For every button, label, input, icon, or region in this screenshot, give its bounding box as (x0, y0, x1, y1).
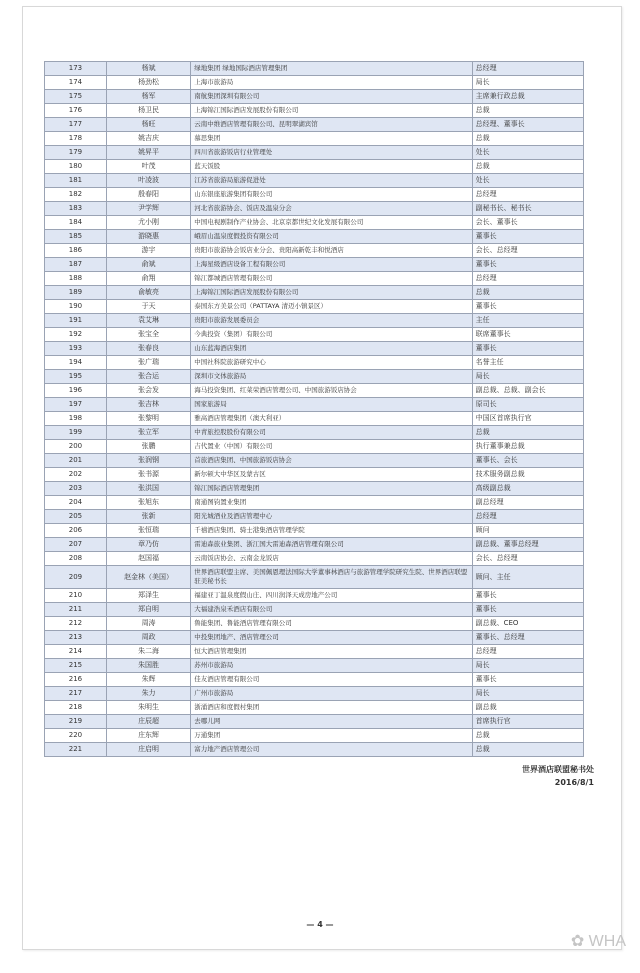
position: 会长、董事长 (472, 216, 583, 230)
organization: 今典投资（集团）有限公司 (191, 328, 472, 342)
table-row (45, 216, 584, 230)
position: 总裁 (472, 286, 583, 300)
position: 总裁 (472, 729, 583, 743)
table-row (45, 118, 584, 132)
person-name: 张鹏 (106, 440, 190, 454)
row-number: 182 (45, 188, 107, 202)
organization: 锦江国际酒店管理集团 (191, 482, 472, 496)
page-number: — 4 — (306, 920, 334, 929)
row-number: 177 (45, 118, 107, 132)
row-number: 217 (45, 687, 107, 701)
row-number: 206 (45, 524, 107, 538)
row-number: 189 (45, 286, 107, 300)
person-name: 叶茂 (106, 160, 190, 174)
row-number: 208 (45, 552, 107, 566)
footer-date: 2016/8/1 (554, 778, 594, 787)
organization: 锦江都城酒店管理有限公司 (191, 272, 472, 286)
organization: 上海锦江国际酒店发展股份有限公司 (191, 104, 472, 118)
position: 总裁 (472, 104, 583, 118)
organization: 国家旅游局 (191, 398, 472, 412)
organization: 云南中维酒店管理有限公司、昆明翠湖宾馆 (191, 118, 472, 132)
position: 处长 (472, 174, 583, 188)
person-name: 姚吉庆 (106, 132, 190, 146)
row-number: 216 (45, 673, 107, 687)
table-row (45, 398, 584, 412)
table-row (45, 454, 584, 468)
person-name: 尤小刚 (106, 216, 190, 230)
table-row (45, 412, 584, 426)
row-number: 205 (45, 510, 107, 524)
table-row (45, 384, 584, 398)
table-row (45, 104, 584, 118)
organization: 南航集团深圳有限公司 (191, 90, 472, 104)
row-number: 174 (45, 76, 107, 90)
table-row (45, 286, 584, 300)
organization: 上海市旅游局 (191, 76, 472, 90)
row-number: 218 (45, 701, 107, 715)
person-name: 张恒瑞 (106, 524, 190, 538)
organization: 泰国东方美景公司（PATTAYA 清迈小镇景区） (191, 300, 472, 314)
person-name: 游宇 (106, 244, 190, 258)
row-number: 199 (45, 426, 107, 440)
organization: 山东银座旅游集团有限公司 (191, 188, 472, 202)
position: 总裁 (472, 426, 583, 440)
row-number: 192 (45, 328, 107, 342)
position: 首席执行官 (472, 715, 583, 729)
position: 主席兼行政总裁 (472, 90, 583, 104)
row-number: 191 (45, 314, 107, 328)
table-row (45, 482, 584, 496)
person-name: 朱国胜 (106, 659, 190, 673)
organization: 江苏省旅游局旅游促进处 (191, 174, 472, 188)
person-name: 于天 (106, 300, 190, 314)
table-row (45, 538, 584, 552)
row-number: 187 (45, 258, 107, 272)
table-row (45, 603, 584, 617)
organization: 阳光城酒业及酒店管理中心 (191, 510, 472, 524)
table-row (45, 617, 584, 631)
table-row (45, 230, 584, 244)
organization: 贵阳市旅游发展委员会 (191, 314, 472, 328)
row-number: 219 (45, 715, 107, 729)
person-name: 赵国福 (106, 552, 190, 566)
table-row (45, 645, 584, 659)
position: 副总裁、董事总经理 (472, 538, 583, 552)
table-row (45, 244, 584, 258)
table-row (45, 342, 584, 356)
table-row (45, 673, 584, 687)
table-row (45, 552, 584, 566)
person-name: 张新 (106, 510, 190, 524)
table-row (45, 687, 584, 701)
person-name: 章乃仿 (106, 538, 190, 552)
person-name: 朱二海 (106, 645, 190, 659)
person-name: 俞翔 (106, 272, 190, 286)
organization: 世界酒店联盟主席、美国佩恩理法国际大学董事林酒店与旅游管理学院研究生院、世界酒店联盟驻美秘书长 (191, 566, 472, 589)
table-row (45, 496, 584, 510)
row-number: 213 (45, 631, 107, 645)
organization: 中国社科院旅游研究中心 (191, 356, 472, 370)
table-row (45, 76, 584, 90)
table-row (45, 426, 584, 440)
position: 董事长、会长 (472, 454, 583, 468)
position: 副总裁、CEO (472, 617, 583, 631)
row-number: 179 (45, 146, 107, 160)
person-name: 杨卫民 (106, 104, 190, 118)
position: 顾问 (472, 524, 583, 538)
organization: 慕思集团 (191, 132, 472, 146)
row-number: 188 (45, 272, 107, 286)
organization: 首旅酒店集团、中国旅游饭店协会 (191, 454, 472, 468)
table-row (45, 174, 584, 188)
organization: 佳友酒店管理有限公司 (191, 673, 472, 687)
person-name: 杨斌 (106, 62, 190, 76)
organization: 广州市旅游局 (191, 687, 472, 701)
organization: 山东蓝海酒店集团 (191, 342, 472, 356)
organization: 绿地集团 绿地国际酒店管理集团 (191, 62, 472, 76)
position: 副总裁、总裁、副会长 (472, 384, 583, 398)
table-row (45, 659, 584, 673)
position: 总经理 (472, 510, 583, 524)
position: 名誉主任 (472, 356, 583, 370)
row-number: 212 (45, 617, 107, 631)
wechat-icon: ✿ (570, 933, 585, 950)
organization: 上海锦江国际酒店发展股份有限公司 (191, 286, 472, 300)
row-number: 173 (45, 62, 107, 76)
table-row (45, 510, 584, 524)
position: 总经理 (472, 645, 583, 659)
organization: 峨眉山温泉度假投资有限公司 (191, 230, 472, 244)
position: 技术服务副总裁 (472, 468, 583, 482)
organization: 贵阳市旅游协会饭店业分会、贵阳高新乾丰和悦酒店 (191, 244, 472, 258)
organization: 雷迪森旅业集团、浙江国大雷迪森酒店管理有限公司 (191, 538, 472, 552)
table-row (45, 589, 584, 603)
table-row (45, 258, 584, 272)
row-number: 196 (45, 384, 107, 398)
organization: 福建亚丁温泉度假山庄、四川润泽天成房地产公司 (191, 589, 472, 603)
position: 董事长 (472, 673, 583, 687)
organization: 南通图钧置业集团 (191, 496, 472, 510)
position: 总经理 (472, 188, 583, 202)
person-name: 张合运 (106, 370, 190, 384)
row-number: 201 (45, 454, 107, 468)
organization: 雅高酒店管理集团（澳大利亚） (191, 412, 472, 426)
row-number: 181 (45, 174, 107, 188)
person-name: 朱辉 (106, 673, 190, 687)
row-number: 203 (45, 482, 107, 496)
watermark-logo: ✿ WHA (570, 933, 626, 950)
organization: 吉代置业（中国）有限公司 (191, 440, 472, 454)
person-name: 张旭东 (106, 496, 190, 510)
organization: 去哪儿网 (191, 715, 472, 729)
table-row (45, 202, 584, 216)
table-row (45, 328, 584, 342)
organization: 浙涌酒店和度假村集团 (191, 701, 472, 715)
organization: 海马投资集团、红菜荣酒店管理公司、中国旅游饭店协会 (191, 384, 472, 398)
table-row (45, 524, 584, 538)
row-number: 204 (45, 496, 107, 510)
position: 会长、总经理 (472, 552, 583, 566)
position: 局长 (472, 659, 583, 673)
position: 副总经理 (472, 496, 583, 510)
table-row (45, 90, 584, 104)
person-name: 周涛 (106, 617, 190, 631)
person-name: 张黎明 (106, 412, 190, 426)
organization: 鲁能集团、鲁能酒店管理有限公司 (191, 617, 472, 631)
person-name: 姚昇平 (106, 146, 190, 160)
position: 顾问、主任 (472, 566, 583, 589)
person-name: 张洪国 (106, 482, 190, 496)
person-name: 杨劲松 (106, 76, 190, 90)
row-number: 175 (45, 90, 107, 104)
person-name: 庄辰超 (106, 715, 190, 729)
row-number: 211 (45, 603, 107, 617)
position: 总裁 (472, 160, 583, 174)
row-number: 184 (45, 216, 107, 230)
person-name: 张润钢 (106, 454, 190, 468)
table-row (45, 300, 584, 314)
row-number: 200 (45, 440, 107, 454)
row-number: 180 (45, 160, 107, 174)
table-row (45, 566, 584, 589)
row-number: 193 (45, 342, 107, 356)
row-number: 183 (45, 202, 107, 216)
table-row (45, 272, 584, 286)
member-table-body (45, 62, 584, 757)
organization: 大福建浩泉禾酒店有限公司 (191, 603, 472, 617)
position: 总裁 (472, 132, 583, 146)
person-name: 张会发 (106, 384, 190, 398)
organization: 四川省旅游饭店行业管理处 (191, 146, 472, 160)
row-number: 214 (45, 645, 107, 659)
organization: 云南饭店协会、云南金龙饭店 (191, 552, 472, 566)
table-row (45, 314, 584, 328)
position: 总经理、董事长 (472, 118, 583, 132)
organization: 恒大酒店管理集团 (191, 645, 472, 659)
row-number: 207 (45, 538, 107, 552)
position: 局长 (472, 76, 583, 90)
position: 董事长 (472, 342, 583, 356)
row-number: 176 (45, 104, 107, 118)
table-row (45, 146, 584, 160)
table-row (45, 370, 584, 384)
table-row (45, 743, 584, 757)
person-name: 张立军 (106, 426, 190, 440)
member-table (44, 61, 584, 757)
position: 联席董事长 (472, 328, 583, 342)
row-number: 194 (45, 356, 107, 370)
person-name: 张吉林 (106, 398, 190, 412)
position: 中国区首席执行官 (472, 412, 583, 426)
position: 局长 (472, 370, 583, 384)
position: 董事长 (472, 589, 583, 603)
row-number: 220 (45, 729, 107, 743)
person-name: 庄启明 (106, 743, 190, 757)
position: 副秘书长、秘书长 (472, 202, 583, 216)
row-number: 186 (45, 244, 107, 258)
row-number: 210 (45, 589, 107, 603)
person-name: 游晓惠 (106, 230, 190, 244)
organization: 新尔顿大中华区及蒙古区 (191, 468, 472, 482)
row-number: 185 (45, 230, 107, 244)
position: 局长 (472, 687, 583, 701)
position: 总经理 (472, 62, 583, 76)
position: 董事长、总经理 (472, 631, 583, 645)
row-number: 190 (45, 300, 107, 314)
row-number: 197 (45, 398, 107, 412)
row-number: 198 (45, 412, 107, 426)
person-name: 袁艾琳 (106, 314, 190, 328)
position: 总经理 (472, 272, 583, 286)
table-row (45, 188, 584, 202)
person-name: 俞斌 (106, 258, 190, 272)
table-row (45, 631, 584, 645)
organization: 蓝天饭股 (191, 160, 472, 174)
position: 董事长 (472, 603, 583, 617)
position: 主任 (472, 314, 583, 328)
position: 原司长 (472, 398, 583, 412)
table-row (45, 132, 584, 146)
person-name: 朱力 (106, 687, 190, 701)
organization: 深圳市文体旅游局 (191, 370, 472, 384)
row-number: 195 (45, 370, 107, 384)
organization: 苏州市旅游局 (191, 659, 472, 673)
organization: 万通集团 (191, 729, 472, 743)
table-row (45, 160, 584, 174)
table-row (45, 62, 584, 76)
person-name: 叶凌波 (106, 174, 190, 188)
organization: 河北省旅游协会、饭店及温泉分会 (191, 202, 472, 216)
position: 高级副总裁 (472, 482, 583, 496)
organization: 中国电视剧制作产业协会、北京京都世纪文化发展有限公司 (191, 216, 472, 230)
position: 董事长 (472, 258, 583, 272)
person-name: 郑泽生 (106, 589, 190, 603)
organization: 中青旅控股股份有限公司 (191, 426, 472, 440)
position: 执行董事兼总裁 (472, 440, 583, 454)
person-name: 赵金林（美国） (106, 566, 190, 589)
person-name: 张书源 (106, 468, 190, 482)
position: 董事长 (472, 230, 583, 244)
table-row (45, 440, 584, 454)
person-name: 张春良 (106, 342, 190, 356)
organization: 千禧酒店集团、骑士港集酒店管理学院 (191, 524, 472, 538)
organization: 上海星级酒店设备工程有限公司 (191, 258, 472, 272)
position: 总裁 (472, 743, 583, 757)
position: 处长 (472, 146, 583, 160)
table-row (45, 468, 584, 482)
organization: 中投集团地产、酒店管理公司 (191, 631, 472, 645)
table-row (45, 701, 584, 715)
table-row (45, 356, 584, 370)
organization: 富力地产酒店管理公司 (191, 743, 472, 757)
row-number: 221 (45, 743, 107, 757)
person-name: 朱明生 (106, 701, 190, 715)
row-number: 178 (45, 132, 107, 146)
person-name: 殷春阳 (106, 188, 190, 202)
position: 董事长 (472, 300, 583, 314)
person-name: 杨军 (106, 90, 190, 104)
table-row (45, 729, 584, 743)
person-name: 周政 (106, 631, 190, 645)
person-name: 俞敏亮 (106, 286, 190, 300)
person-name: 张广瑞 (106, 356, 190, 370)
row-number: 215 (45, 659, 107, 673)
row-number: 209 (45, 566, 107, 589)
person-name: 杨旺 (106, 118, 190, 132)
person-name: 郑自明 (106, 603, 190, 617)
row-number: 202 (45, 468, 107, 482)
person-name: 张宝全 (106, 328, 190, 342)
person-name: 尹学辉 (106, 202, 190, 216)
position: 副总裁 (472, 701, 583, 715)
person-name: 庄东辉 (106, 729, 190, 743)
footer-org: 世界酒店联盟秘书处 (522, 765, 594, 774)
position: 会长、总经理 (472, 244, 583, 258)
table-row (45, 715, 584, 729)
